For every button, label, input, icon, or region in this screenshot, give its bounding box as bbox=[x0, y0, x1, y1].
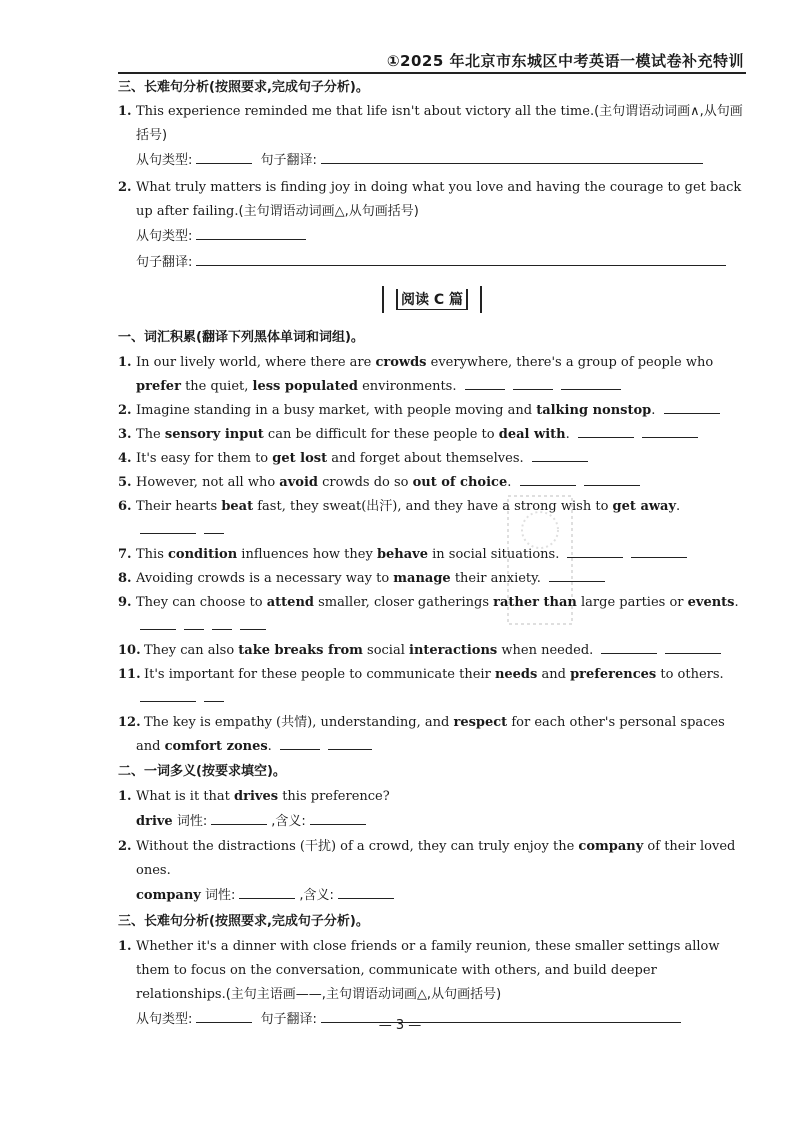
clause-type-blank[interactable] bbox=[196, 225, 306, 240]
bold-term: sensory input bbox=[164, 427, 264, 442]
long-sentence-item bbox=[118, 100, 746, 148]
translation-blank[interactable] bbox=[321, 149, 703, 164]
page-number: — 3 — bbox=[378, 1018, 422, 1033]
text-run: Their hearts bbox=[136, 499, 222, 514]
vocab-item bbox=[118, 471, 746, 495]
text-run: This bbox=[136, 547, 169, 562]
item-number: 12. bbox=[118, 715, 141, 730]
bold-term: company bbox=[578, 839, 644, 854]
answer-blank[interactable] bbox=[665, 639, 721, 654]
item-number: 11. bbox=[118, 667, 141, 682]
section-heading-polysemy: 二、一词多义(按要求填空)。 bbox=[118, 764, 286, 779]
text-run: for each other's personal spaces and bbox=[136, 715, 725, 754]
text-run: They can also bbox=[144, 643, 239, 658]
pos-label: 词性: bbox=[176, 814, 208, 829]
section-heading-long-sentence: 三、长难句分析(按照要求,完成句子分析)。 bbox=[118, 80, 369, 95]
polysemy-answer-line bbox=[118, 809, 746, 835]
text-run: of their loved ones. bbox=[136, 839, 736, 878]
translation-label: 句子翻译: bbox=[260, 1012, 317, 1027]
faint-stamp-mark bbox=[500, 490, 580, 630]
bold-term: respect bbox=[453, 715, 508, 730]
text-run: when needed. bbox=[497, 643, 594, 658]
text-run: What is it that bbox=[136, 789, 235, 804]
polysemy-answer-line bbox=[118, 883, 746, 909]
text-run: this preference? bbox=[278, 789, 390, 804]
item-number: 2. bbox=[118, 403, 132, 418]
text-run: The key is empathy (共情), understanding, and bbox=[144, 715, 454, 730]
meaning-blank[interactable] bbox=[338, 884, 394, 899]
bold-term: prefer bbox=[136, 379, 181, 394]
item-number: 3. bbox=[118, 427, 132, 442]
reading-title-frame bbox=[382, 286, 482, 313]
text-run: Avoiding crowds is a necessary way to bbox=[136, 571, 394, 586]
answer-blank[interactable] bbox=[140, 615, 176, 630]
bold-term: events bbox=[687, 595, 735, 610]
answer-blank[interactable] bbox=[204, 687, 224, 702]
answer-blank[interactable] bbox=[140, 687, 196, 702]
bold-term: comfort zones bbox=[164, 739, 268, 754]
answer-blank[interactable] bbox=[578, 423, 634, 438]
item-number: 9. bbox=[118, 595, 132, 610]
text-run: . bbox=[734, 595, 739, 610]
vocab-item bbox=[118, 663, 746, 711]
header-rule bbox=[118, 72, 746, 74]
vocab-item bbox=[118, 495, 746, 543]
answer-blank[interactable] bbox=[513, 375, 553, 390]
vocab-item bbox=[118, 423, 746, 447]
text-run: Without the distractions (干扰) of a crowd, they can truly enjoy the bbox=[136, 839, 579, 854]
vocab-item bbox=[118, 567, 746, 591]
bold-term: out of choice bbox=[412, 475, 508, 490]
text-run: . bbox=[676, 499, 681, 514]
item-sentence: What truly matters is finding joy in doing what you love and having the courage to get back up after failing. bbox=[136, 180, 742, 219]
translation-label: 句子翻译: bbox=[260, 153, 317, 168]
answer-blank[interactable] bbox=[328, 735, 372, 750]
answer-blank[interactable] bbox=[532, 447, 588, 462]
text-run: and forget about themselves. bbox=[327, 451, 524, 466]
page-header: ①2025 年北京市东城区中考英语一模试卷补充特训 bbox=[386, 52, 744, 70]
answer-line bbox=[118, 224, 746, 250]
text-run: The bbox=[136, 427, 165, 442]
bold-term: behave bbox=[376, 547, 428, 562]
answer-blank[interactable] bbox=[520, 471, 576, 486]
answer-blank[interactable] bbox=[664, 399, 720, 414]
reading-title: 阅读 C 篇 bbox=[396, 289, 468, 310]
answer-blank[interactable] bbox=[240, 615, 266, 630]
bold-term: deal with bbox=[498, 427, 566, 442]
vocab-item bbox=[118, 399, 746, 423]
text-run: smaller, closer gatherings bbox=[314, 595, 494, 610]
long-sentence-item bbox=[118, 176, 746, 224]
vocab-item bbox=[118, 711, 746, 759]
item-number: 5. bbox=[118, 475, 132, 490]
bold-term: attend bbox=[266, 595, 314, 610]
meaning-label: ,含义: bbox=[299, 888, 334, 903]
bold-term: condition bbox=[168, 547, 238, 562]
section-heading-vocab: 一、词汇积累(翻译下列黑体单词和词组)。 bbox=[118, 330, 364, 345]
answer-line bbox=[118, 250, 746, 276]
vocab-item bbox=[118, 351, 746, 399]
clause-type-label: 从句类型: bbox=[136, 229, 193, 244]
bold-term: interactions bbox=[409, 643, 498, 658]
item-number: 1. bbox=[118, 355, 132, 370]
bold-term: get away bbox=[612, 499, 677, 514]
text-run: and bbox=[537, 667, 571, 682]
text-run: can be difficult for these people to bbox=[263, 427, 499, 442]
answer-blank[interactable] bbox=[204, 519, 224, 534]
clause-type-blank[interactable] bbox=[196, 149, 252, 164]
bold-term: avoid bbox=[279, 475, 318, 490]
item-instruction: (主句主语画——,主句谓语动词画△,从句画括号) bbox=[225, 987, 502, 1002]
text-run: However, not all who bbox=[136, 475, 280, 490]
text-run: fast, they sweat(出汗), and they have a strong wish to bbox=[253, 499, 613, 514]
text-run: It's important for these people to communicate their bbox=[144, 667, 495, 682]
text-run: . bbox=[651, 403, 656, 418]
text-run: . bbox=[565, 427, 570, 442]
meaning-blank[interactable] bbox=[310, 810, 366, 825]
polysemy-item bbox=[118, 835, 746, 883]
text-run: In our lively world, where there are bbox=[136, 355, 376, 370]
text-run: It's easy for them to bbox=[136, 451, 273, 466]
bold-term: crowds bbox=[375, 355, 427, 370]
page-content bbox=[118, 76, 746, 1033]
answer-blank[interactable] bbox=[561, 375, 621, 390]
vocab-item bbox=[118, 639, 746, 663]
pos-label: 词性: bbox=[205, 888, 236, 903]
item-sentence: Whether it's a dinner with close friends or a family reunion, these smaller settings allow them to focus on the conversation, communicate with others, and build deeper relationships. bbox=[136, 939, 720, 1002]
translation-label: 句子翻译: bbox=[136, 255, 193, 270]
bold-term: less populated bbox=[252, 379, 358, 394]
item-instruction: (主句谓语动词画∧,从句画括号) bbox=[136, 104, 743, 143]
text-run: They can choose to bbox=[136, 595, 267, 610]
text-run: environments. bbox=[357, 379, 457, 394]
clause-type-label: 从句类型: bbox=[136, 153, 193, 168]
item-number: 8. bbox=[118, 571, 132, 586]
bold-term: drives bbox=[234, 789, 279, 804]
long-sentence-item bbox=[118, 935, 746, 1007]
bold-term: take breaks from bbox=[238, 643, 363, 658]
item-sentence: This experience reminded me that life isn't about victory all the time. bbox=[136, 104, 595, 119]
reading-title-box bbox=[118, 286, 746, 313]
answer-blank[interactable] bbox=[642, 423, 698, 438]
bold-term: preferences bbox=[570, 667, 657, 682]
item-number: 10. bbox=[118, 643, 141, 658]
clause-type-label: 从句类型: bbox=[136, 1012, 193, 1027]
text-run: Imagine standing in a busy market, with people moving and bbox=[136, 403, 537, 418]
vocab-item bbox=[118, 543, 746, 567]
text-run: influences how they bbox=[237, 547, 377, 562]
answer-blank[interactable] bbox=[280, 735, 320, 750]
text-run: in social situations. bbox=[428, 547, 560, 562]
item-number: 1. bbox=[118, 939, 132, 954]
text-run: crowds do so bbox=[317, 475, 413, 490]
answer-blank[interactable] bbox=[465, 375, 505, 390]
text-run: large parties or bbox=[576, 595, 688, 610]
pos-blank[interactable] bbox=[239, 884, 295, 899]
item-number: 1. bbox=[118, 104, 132, 119]
text-run: social bbox=[362, 643, 409, 658]
item-number: 4. bbox=[118, 451, 132, 466]
answer-blank[interactable] bbox=[584, 471, 640, 486]
item-instruction: (主句谓语动词画△,从句画括号) bbox=[238, 204, 419, 219]
answer-blank[interactable] bbox=[140, 519, 196, 534]
bold-term: get lost bbox=[272, 451, 328, 466]
text-run: . bbox=[507, 475, 512, 490]
bold-term: beat bbox=[221, 499, 254, 514]
polysemy-word: company bbox=[136, 888, 201, 903]
vocab-item bbox=[118, 447, 746, 471]
section-heading-long-sentence-2: 三、长难句分析(按照要求,完成句子分析)。 bbox=[118, 914, 369, 929]
answer-blank[interactable] bbox=[184, 615, 204, 630]
pos-blank[interactable] bbox=[211, 810, 267, 825]
item-number: 2. bbox=[118, 839, 132, 854]
item-number: 2. bbox=[118, 180, 132, 195]
meaning-label: ,含义: bbox=[271, 814, 306, 829]
text-run: the quiet, bbox=[180, 379, 253, 394]
polysemy-word: drive bbox=[136, 814, 173, 829]
answer-blank[interactable] bbox=[601, 639, 657, 654]
bold-term: needs bbox=[494, 667, 538, 682]
polysemy-item bbox=[118, 785, 746, 809]
item-number: 1. bbox=[118, 789, 132, 804]
bold-term: talking nonstop bbox=[536, 403, 652, 418]
bold-term: rather than bbox=[493, 595, 577, 610]
item-number: 6. bbox=[118, 499, 132, 514]
answer-line bbox=[118, 148, 746, 174]
item-number: 7. bbox=[118, 547, 132, 562]
text-run: their anxiety. bbox=[450, 571, 541, 586]
text-run: everywhere, there's a group of people who bbox=[426, 355, 714, 370]
answer-blank[interactable] bbox=[631, 543, 687, 558]
vocab-item bbox=[118, 591, 746, 639]
text-run: . bbox=[267, 739, 272, 754]
bold-term: manage bbox=[393, 571, 451, 586]
answer-blank[interactable] bbox=[212, 615, 232, 630]
translation-blank[interactable] bbox=[196, 251, 726, 266]
text-run: to others. bbox=[656, 667, 724, 682]
